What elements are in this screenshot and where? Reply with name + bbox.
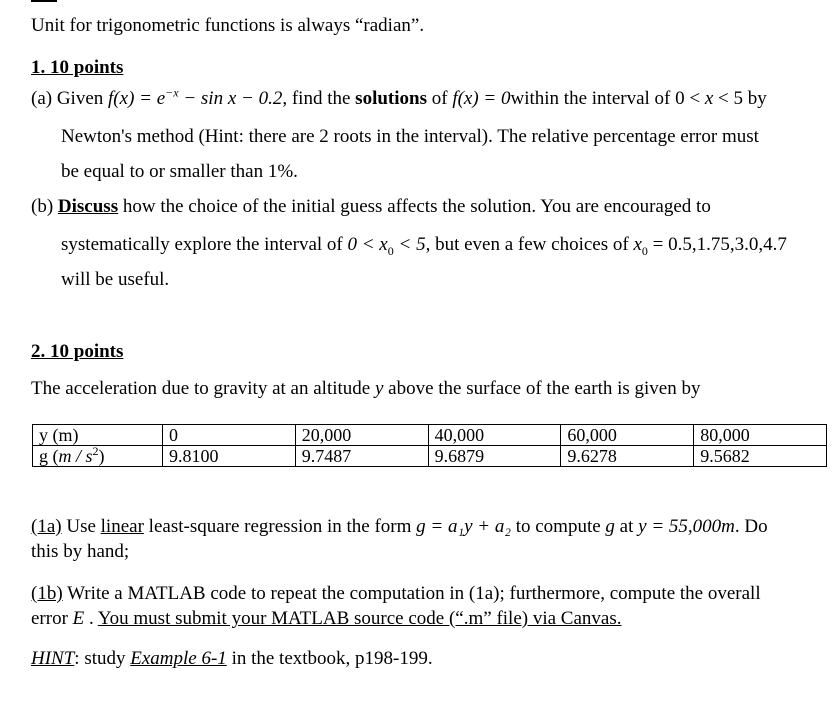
top-rule xyxy=(31,0,57,2)
table-cell: 9.6879 xyxy=(428,446,561,467)
problem1-part-b-line2: systematically explore the interval of $0 < x_0 < 5$, but even a few choices of $x_0 = 0.5,1.75,3.0,4.7$ xyxy=(61,234,787,258)
problem1-part-b-line3: will be useful. xyxy=(61,269,170,290)
table-cell-label: y (m) xyxy=(33,425,163,446)
table-cell: 60,000 xyxy=(561,425,694,446)
table-cell: 9.6278 xyxy=(561,446,694,467)
table-cell: 40,000 xyxy=(428,425,561,446)
hint-line: HINT: study Example 6-1 in the textbook, p198-199. xyxy=(31,648,433,669)
problem1-part-a-line1: (a) Given $f(x) = e^{-x} - \sin x - 0.2$, find the solutions of f(x) = 0within the interval of 0 < x < 5 by xyxy=(31,85,767,109)
table-row-gravity xyxy=(33,446,827,467)
gravity-table xyxy=(32,424,827,467)
table-cell: 9.8100 xyxy=(163,446,296,467)
problem1-part-a-line3: be equal to or smaller than 1%. xyxy=(61,161,298,182)
table-cell: 9.5682 xyxy=(694,446,827,467)
table-cell: 0 xyxy=(163,425,296,446)
question-1a-line2: this by hand; xyxy=(31,541,130,562)
table-cell: 9.7487 xyxy=(295,446,428,467)
question-1b-line2: error E . You must submit your MATLAB source code (“.m” file) via Canvas. xyxy=(31,608,622,629)
problem1-part-b-line1: (b) Discuss how the choice of the initial guess affects the solution. You are encouraged to xyxy=(31,196,711,217)
table-row-altitude xyxy=(33,425,827,446)
intro-text: Unit for trigonometric functions is always “radian”. xyxy=(31,15,425,36)
problem1-part-a-line2: Newton's method (Hint: there are 2 roots in the interval). The relative percentage error must xyxy=(61,126,759,147)
table-cell-label: g $(m / s^2)$ xyxy=(33,446,163,467)
table-cell: 20,000 xyxy=(295,425,428,446)
question-1a-line1: (1a) Use linear least-square regression in the form g = a₁y + a₂ to compute g at y = 55,000m. Do xyxy=(31,516,768,537)
problem1-heading: 1. 10 points xyxy=(31,57,124,78)
problem2-intro: The acceleration due to gravity at an altitude y above the surface of the earth is given by xyxy=(31,378,701,399)
problem2-heading: 2. 10 points xyxy=(31,341,124,362)
table-cell: 80,000 xyxy=(694,425,827,446)
question-1b-line1: (1b) Write a MATLAB code to repeat the computation in (1a); furthermore, compute the overall xyxy=(31,583,761,604)
